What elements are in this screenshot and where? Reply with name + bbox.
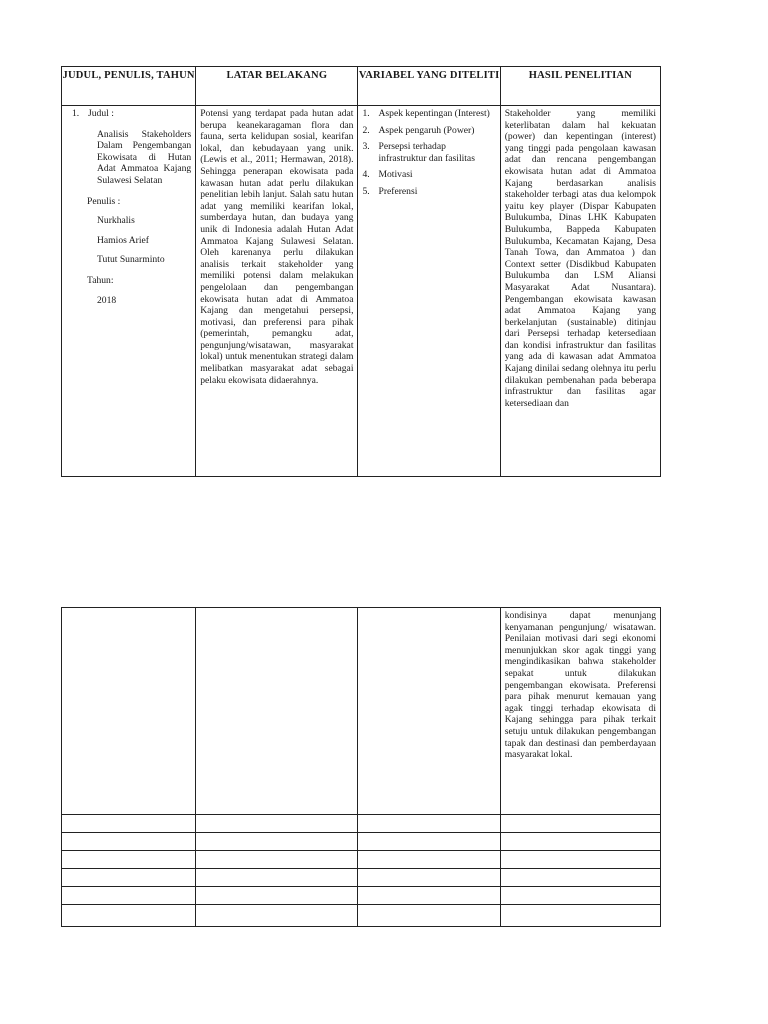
- tahun-label: Tahun:: [87, 274, 114, 286]
- empty-row: [62, 851, 661, 869]
- cell-latar-belakang: Potensi yang terdapat pada hutan adat berupa keanekaragaman flora dan fauna, serta kelidupan sosial, kearifan lokal, dan kebudayaan yang unik. (Lewis et al., 2011; Hermawan, 2018). Sehingga penerapan ekowisata pada kawasan hutan adat perlu dilakukan penelitian lebih lanjut. Salah satu hutan adat yang memiliki kearifan lokal, sumberdaya hutan, dan budaya yang unik di Indonesia adalah Hutan Adat Ammatoa Kajang Sulawesi Selatan. Oleh karenanya perlu dilakukan analisis terkait stakeholder yang memiliki potensi dalam melakukan pengelolaan dan pengembangan ekowisata hutan adat di Ammatoa Kajang dan mengetahui persepsi, motivasi, dan preferensi para pihak (pemerintah, pemangku adat, pengunjung/wisatawan, masyarakat lokal) untuk menentukan strategi dalam melibatkan masyarakat adat sebagai pelaku ekowisata didaerahnya.: [196, 106, 358, 477]
- variable-item: 2. Aspek pengaruh (Power): [362, 124, 475, 136]
- author-3: Tutut Sunarminto: [97, 254, 165, 266]
- empty-row: [62, 905, 661, 927]
- judul-text: Analisis Stakeholders Dalam Pengembangan Ekowisata di Hutan Adat Ammatoa Kajang Sulawesi Selatan: [97, 128, 192, 186]
- penulis-label: Penulis :: [87, 195, 121, 207]
- judul-label: Judul :: [88, 108, 114, 119]
- variable-item: 4. Motivasi: [362, 169, 413, 181]
- empty-row: [62, 869, 661, 887]
- header-hasil: HASIL PENELITIAN: [500, 67, 660, 106]
- item-number: 1.: [72, 108, 80, 119]
- tahun-value: 2018: [97, 294, 117, 306]
- header-judul: JUDUL, PENULIS, TAHUN: [62, 67, 196, 106]
- variable-item: 5. Preferensi: [362, 185, 418, 197]
- empty-row: [62, 815, 661, 833]
- cell-hasil-part-2: kondisinya dapat menunjang kenyamanan pengunjung/ wisatawan. Penilaian motivasi dari segi ekonomi menunjukkan skor agak tinggi yang mengindikasikan bahwa stakeholder sepakat untuk dilakukan pengembangan ekowisata. Preferensi para pihak menurut kemauan yang agak tinggi terhadap ekowisata di Kajang sehingga para pihak terkait setuju untuk dilakukan pengembangan tapak dan destinasi dan pemberdayaan masyarakat lokal.: [500, 608, 660, 815]
- header-variabel: VARIABEL YANG DITELITI: [358, 67, 500, 106]
- author-1: Nurkhalis: [97, 215, 135, 227]
- cell-judul: [62, 106, 196, 477]
- variable-item: 3. Persepsi terhadap infrastruktur dan fasilitas: [362, 141, 475, 164]
- review-table-page-1: [61, 66, 661, 477]
- header-latar-belakang: LATAR BELAKANG: [196, 67, 358, 106]
- empty-cell: [62, 608, 196, 815]
- empty-row: [62, 833, 661, 851]
- empty-cell: [196, 608, 358, 815]
- cell-hasil-part-1: Stakeholder yang memiliki keterlibatan dalam hal kekuatan (power) dan kepentingan (interest) yang tinggi pada pengolaan kawasan adat dan rencana pengembangan ekowisata hutan adat di Ammatoa Kajang berdasarkan analisis stakeholder terbagi atas dua kelompok yaitu key player (Dispar Kabupaten Bulukumba, Dinas LHK Kabupaten Bulukumba, Bappeda Kabupaten Bulukumba, Kecamatan Kajang, Desa Tanah Towa, dan Ammatoa ) dan Context setter (Disdikbud Kabupaten Bulukumba dan LSM Aliansi Masyarakat Adat Nusantara). Pengembangan ekowisata kawasan adat Ammatoa Kajang yang berkelanjutan (sustainable) ditinjau dari Persepsi terhadap ketersediaan dan kondisi infrastruktur dan fasilitas yang ada di kawasan adat Ammatoa Kajang dinilai sedang olehnya itu perlu dilakukan pembenahan pada beberapa infrastruktur dan fasilitas agar ketersediaan dan: [500, 106, 660, 477]
- empty-cell: [358, 608, 500, 815]
- review-table-page-2: [61, 607, 661, 927]
- variable-item: 1. Aspek kepentingan (Interest): [362, 108, 490, 119]
- empty-row: [62, 887, 661, 905]
- author-2: Hamios Arief: [97, 234, 149, 246]
- cell-variabel: [358, 106, 500, 477]
